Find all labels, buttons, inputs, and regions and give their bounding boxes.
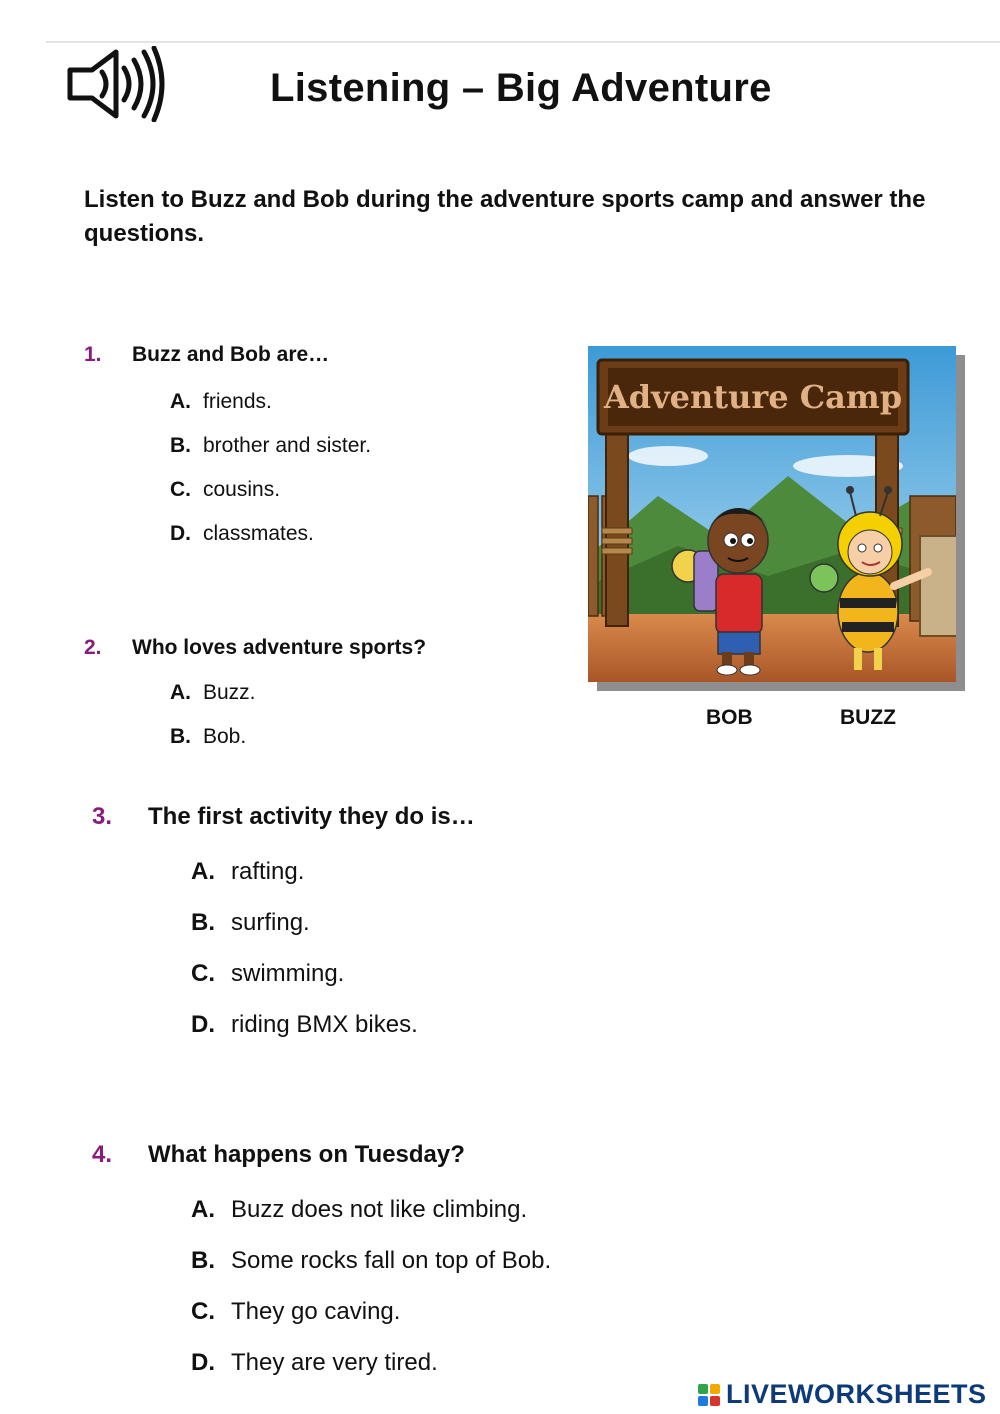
question-number: 4. <box>92 1141 113 1168</box>
option-letter: A. <box>191 858 215 885</box>
option-text: friends. <box>203 390 272 413</box>
answer-option[interactable] <box>191 909 310 937</box>
option-text: Some rocks fall on top of Bob. <box>231 1247 552 1274</box>
answer-option[interactable] <box>191 1349 438 1377</box>
page-title: Listening – Big Adventure <box>270 66 772 110</box>
option-text: classmates. <box>203 522 314 545</box>
question-number: 2. <box>84 636 102 659</box>
label-buzz: BUZZ <box>840 706 896 729</box>
answer-option[interactable] <box>170 681 256 705</box>
option-letter: A. <box>170 681 191 704</box>
question-number: 3. <box>92 803 113 830</box>
option-letter: B. <box>170 434 191 457</box>
question-text: Buzz and Bob are… <box>132 343 330 366</box>
option-letter: B. <box>191 1247 215 1274</box>
answer-option[interactable] <box>191 960 344 988</box>
option-text: They go caving. <box>231 1298 401 1325</box>
option-letter: A. <box>191 1196 215 1223</box>
option-text: Buzz does not like climbing. <box>231 1196 528 1223</box>
option-text: rafting. <box>231 858 305 885</box>
option-text: They are very tired. <box>231 1349 438 1376</box>
option-letter: C. <box>170 478 191 501</box>
answer-option[interactable] <box>170 522 314 546</box>
option-text: Bob. <box>203 725 247 748</box>
answer-option[interactable] <box>170 478 280 502</box>
question-text: The first activity they do is… <box>148 803 475 830</box>
option-text: surfing. <box>231 909 310 936</box>
option-letter: B. <box>170 725 191 748</box>
answer-option[interactable] <box>191 1011 418 1039</box>
option-letter: D. <box>191 1349 215 1376</box>
option-text: Buzz. <box>203 681 256 704</box>
speaker-icon[interactable] <box>66 46 168 122</box>
question-text: What happens on Tuesday? <box>148 1141 465 1168</box>
liveworksheets-icon <box>698 1384 722 1406</box>
answer-option[interactable] <box>191 1247 551 1275</box>
page-top-divider <box>46 41 1000 43</box>
answer-option[interactable] <box>191 1298 400 1326</box>
option-letter: B. <box>191 909 215 936</box>
brand-name: LIVEWORKSHEETS <box>726 1379 987 1409</box>
option-letter: A. <box>170 390 191 413</box>
answer-option[interactable] <box>170 434 371 458</box>
option-text: riding BMX bikes. <box>231 1011 418 1038</box>
answer-option[interactable] <box>191 858 304 886</box>
question-number: 1. <box>84 343 102 366</box>
question-text: Who loves adventure sports? <box>132 636 427 659</box>
answer-option[interactable] <box>170 390 272 414</box>
sign-text: Adventure Camp <box>603 378 903 416</box>
option-text: swimming. <box>231 960 345 987</box>
answer-option[interactable] <box>191 1196 527 1224</box>
option-text: brother and sister. <box>203 434 372 457</box>
option-letter: C. <box>191 1298 215 1325</box>
label-bob: BOB <box>706 706 753 729</box>
adventure-camp-illustration <box>588 346 956 682</box>
option-text: cousins. <box>203 478 281 501</box>
instructions: Listen to Buzz and Bob during the adventure sports camp and answer the questions. <box>84 186 926 247</box>
option-letter: D. <box>191 1011 215 1038</box>
option-letter: D. <box>170 522 191 545</box>
liveworksheets-logo[interactable] <box>698 1378 994 1410</box>
option-letter: C. <box>191 960 215 987</box>
answer-option[interactable] <box>170 725 246 749</box>
